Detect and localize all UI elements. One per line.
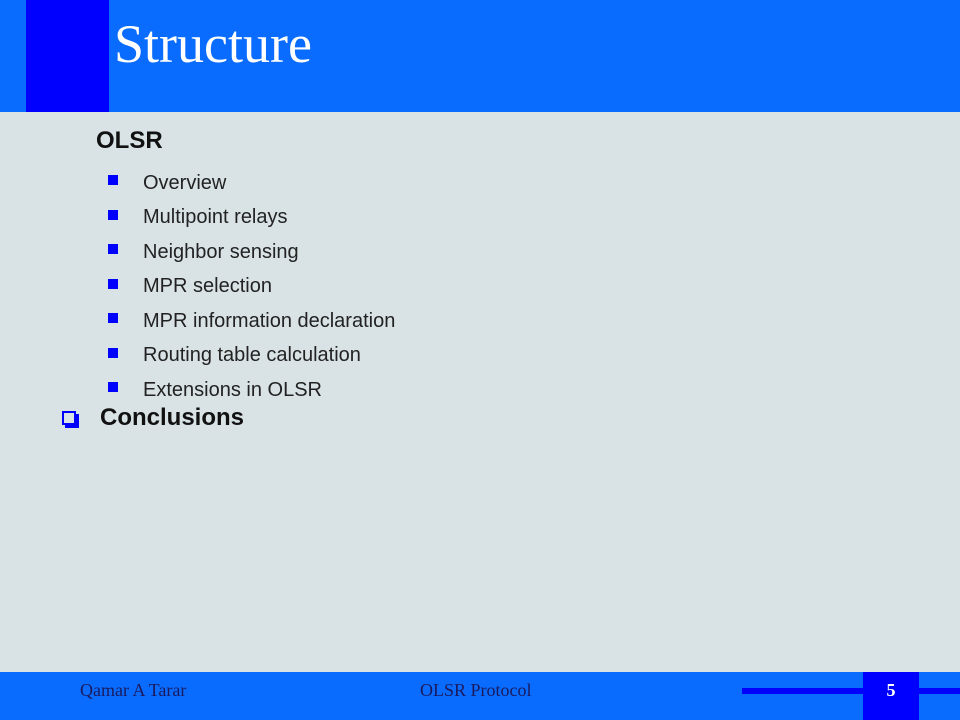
- square-bullet-icon: [108, 279, 118, 289]
- sub-item-label: Multipoint relays: [143, 206, 288, 229]
- slide-title: Structure: [114, 14, 312, 74]
- list-item: [108, 235, 395, 270]
- square-bullet-icon: [108, 313, 118, 323]
- page-number-box: [863, 672, 919, 720]
- footer-author: Qamar A Tarar: [80, 680, 187, 700]
- list-item: [108, 373, 395, 408]
- sub-item-label: Routing table calculation: [143, 344, 361, 367]
- sub-item-label: Neighbor sensing: [143, 240, 299, 263]
- section-heading: OLSR: [96, 127, 163, 154]
- sub-item-label: Overview: [143, 171, 227, 194]
- footer-accent-line: [742, 688, 960, 694]
- footer-topic: OLSR Protocol: [420, 680, 532, 700]
- sub-item-label: Extensions in OLSR: [143, 378, 322, 401]
- square-bullet-icon: [108, 348, 118, 358]
- main-list-item: [62, 404, 244, 432]
- main-item-label: Conclusions: [100, 404, 245, 431]
- sub-topic-list: [108, 166, 395, 408]
- page-number: 5: [886, 680, 896, 700]
- square-bullet-icon: [108, 210, 118, 220]
- header-accent-block: [26, 0, 109, 112]
- hollow-square-bullet-icon: [62, 411, 76, 425]
- list-item: [108, 201, 395, 236]
- list-item: [108, 270, 395, 305]
- slide-header: [0, 0, 960, 112]
- list-item: [108, 304, 395, 339]
- square-bullet-icon: [108, 175, 118, 185]
- sub-item-label: MPR selection: [143, 275, 272, 298]
- square-bullet-icon: [108, 382, 118, 392]
- list-item: [108, 166, 395, 201]
- slide-footer: [0, 672, 960, 720]
- list-item: [108, 339, 395, 374]
- square-bullet-icon: [108, 244, 118, 254]
- sub-item-label: MPR information declaration: [143, 309, 396, 332]
